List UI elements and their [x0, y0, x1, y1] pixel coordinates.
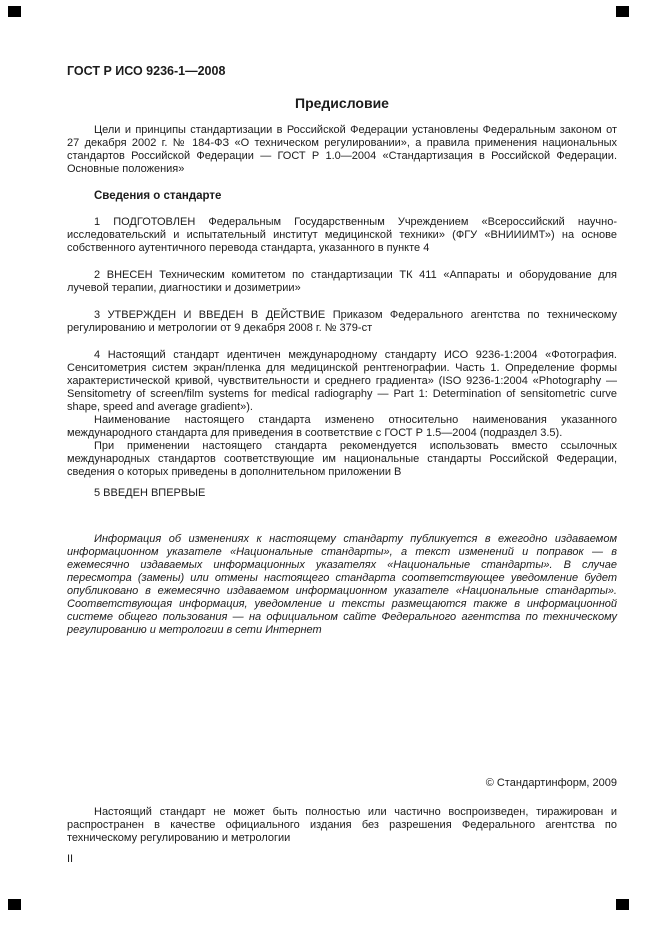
corner-registration-mark-top-right	[616, 6, 629, 17]
item-2-submitted: 2 ВНЕСЕН Техническим комитетом по стандартизации ТК 411 «Аппараты и оборудование для лучевой терапии, диагностики и дозиметрии»	[67, 269, 617, 294]
standard-info-heading: Сведения о стандарте	[94, 190, 222, 202]
amendments-note: Информация об изменениях к настоящему стандарту публикуется в ежегодно издаваемом информационном указателе «Национальные стандарты», а текст изменений и поправок — в ежемесячно издаваемых информационных указателях «Национальные стандарты». В случае пересмотра (замены) или отмены настоящего стандарта соответствующее уведомление будет опубликовано в ежемесячно издаваемом информационном указателе «Национальные стандарты». Соответствующая информация, уведомление и тексты размещаются также в информационной системе общего пользования — на официальном сайте Федерального агентства по техническому регулированию и метрологии в сети Интернет	[67, 533, 617, 636]
item-4-identical-standard: 4 Настоящий стандарт идентичен международному стандарту ИСО 9236-1:2004 «Фотография. Сенситометрия систем экран/пленка для медицинской рентгенографии. Часть 1. Определение формы характеристической кривой, чувствительности и среднего градиента» (ISO 9236-1:2004 «Photography — Sensitometry of screen/film systems for medical radiography — Part 1: Determination of sensitometric curve shape, speed and average gradient»).	[67, 349, 617, 413]
copyright-line: © Стандартинформ, 2009	[485, 777, 617, 789]
item-4-references-note: При применении настоящего стандарта рекомендуется использовать вместо ссылочных международных стандартов соответствующие им национальные стандарты Российской Федерации, сведения о которых приведены в дополнительном приложении В	[67, 440, 617, 478]
restriction-paragraph: Настоящий стандарт не может быть полностью или частично воспроизведен, тиражирован и распространен в качестве официального издания без разрешения Федерального агентства по техническому регулированию и метрологии	[67, 806, 617, 844]
item-1-prepared: 1 ПОДГОТОВЛЕН Федеральным Государственным Учреждением «Всероссийский научно-исследовательский и испытательный институт медицинской техники» (ФГУ «ВНИИИМТ») на основе собственного аутентичного перевода стандарта, указанного в пункте 4	[67, 216, 617, 254]
page-title: Предисловие	[295, 95, 389, 111]
page-number: II	[67, 853, 74, 865]
corner-registration-mark-bottom-left	[8, 899, 21, 910]
intro-paragraph: Цели и принципы стандартизации в Российской Федерации установлены Федеральным законом от 27 декабря 2002 г. № 184-ФЗ «О техническом регулировании», а правила применения национальных стандартов Российской Федерации — ГОСТ Р 1.0—2004 «Стандартизация в Российской Федерации. Основные положения»	[67, 124, 617, 175]
item-4-name-change-note: Наименование настоящего стандарта изменено относительно наименования указанного международного стандарта для приведения в соответствие с ГОСТ Р 1.5—2004 (подраздел 3.5).	[67, 414, 617, 439]
item-5-first-introduced: 5 ВВЕДЕН ВПЕРВЫЕ	[94, 487, 206, 499]
corner-registration-mark-top-left	[8, 6, 21, 17]
item-3-approved: 3 УТВЕРЖДЕН И ВВЕДЕН В ДЕЙСТВИЕ Приказом Федерального агентства по техническому регулированию и метрологии от 9 декабря 2008 г. № 379-ст	[67, 309, 617, 334]
doc-code: ГОСТ Р ИСО 9236-1—2008	[67, 64, 226, 78]
corner-registration-mark-bottom-right	[616, 899, 629, 910]
